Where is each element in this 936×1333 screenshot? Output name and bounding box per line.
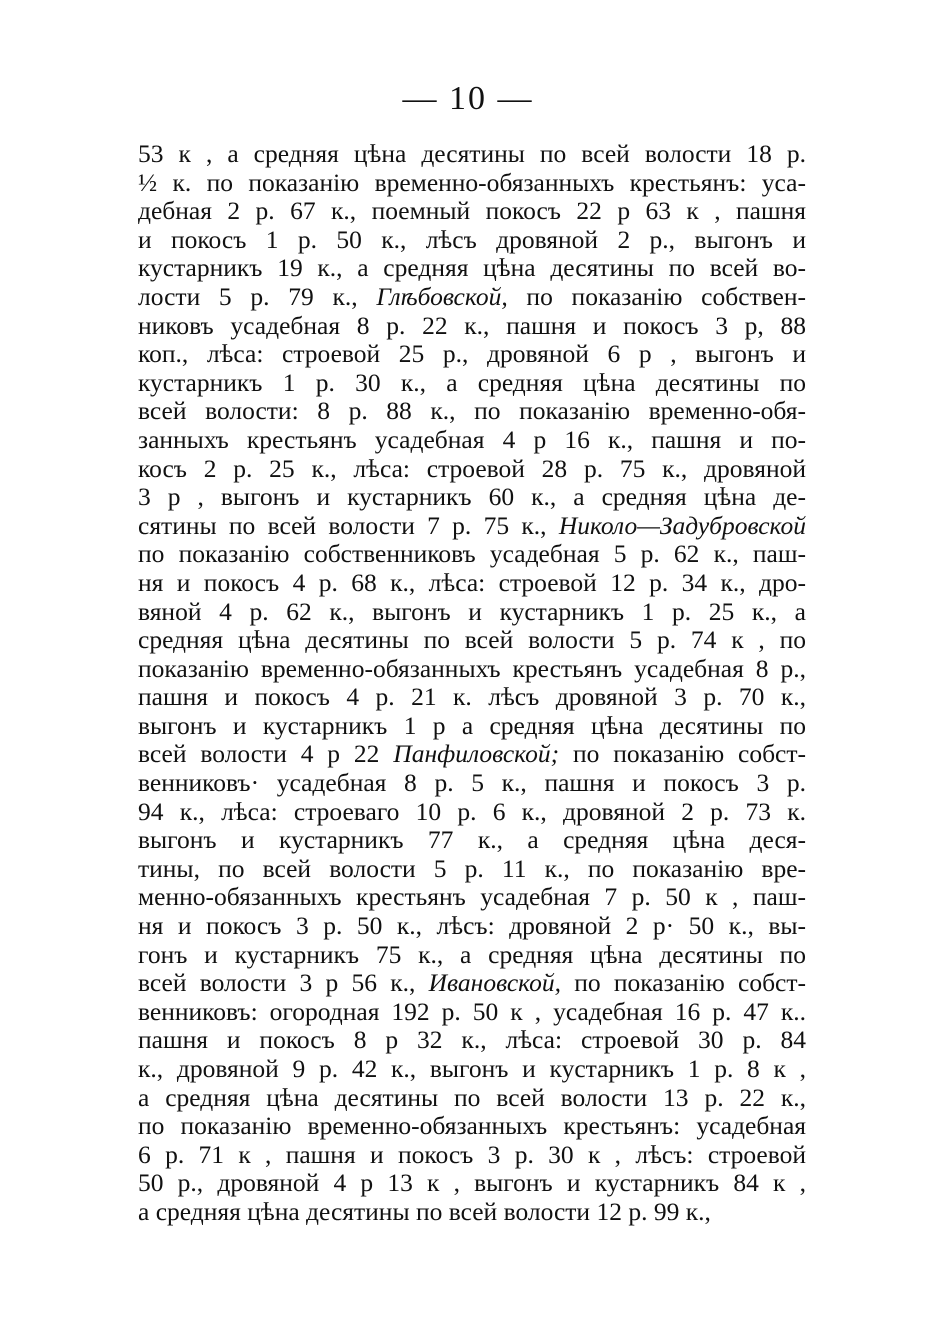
text-line bbox=[138, 1055, 806, 1084]
text-segment: вяной 4 р. 62 к., выгонъ и кустарникъ 1 р. 25 к., а bbox=[138, 597, 806, 626]
text-segment: по показанію собст- bbox=[559, 740, 806, 769]
text-line bbox=[138, 455, 806, 484]
text-line bbox=[138, 1169, 806, 1198]
text-segment: кустарникъ 19 к., а средняя цѣна десятины по всей во- bbox=[138, 254, 806, 283]
text-segment: 53 к , а средняя цѣна десятины по всей волости 18 р. bbox=[138, 140, 806, 168]
text-line bbox=[138, 426, 806, 455]
text-line bbox=[138, 798, 806, 827]
place-name: Николо—Задубровской bbox=[558, 511, 806, 540]
text-line bbox=[138, 312, 806, 341]
text-segment: сятины по всей волости 7 р. 75 к., bbox=[138, 511, 559, 540]
text-line bbox=[138, 254, 806, 283]
text-line bbox=[138, 712, 806, 741]
text-line bbox=[138, 626, 806, 655]
page-number: — 10 — bbox=[402, 80, 534, 117]
place-name: Глѣбовской, bbox=[376, 282, 508, 311]
text-line bbox=[138, 169, 806, 198]
text-segment: 6 р. 71 к , пашня и покосъ 3 р. 30 к , лѣсъ: строевой bbox=[138, 1140, 806, 1169]
body-text bbox=[138, 140, 806, 1227]
text-segment: по показанію собственниковъ усадебная 5 р. 62 к., паш- bbox=[138, 540, 806, 569]
text-line bbox=[138, 769, 806, 798]
text-segment: тины, по всей волости 5 р. 11 к., по показанію вре- bbox=[138, 854, 806, 883]
text-segment: гонъ и кустарникъ 75 к., а средняя цѣна десятины по bbox=[138, 940, 806, 969]
text-segment: а средняя цѣна десятины по всей волости 12 р. 99 к., bbox=[138, 1197, 711, 1226]
text-segment: по показанію собст- bbox=[560, 969, 806, 998]
text-segment: ня и покосъ 4 р. 68 к., лѣса: строевой 12 р. 34 к., дро- bbox=[138, 568, 806, 597]
place-name: Панфиловской; bbox=[393, 740, 560, 769]
text-segment: и покосъ 1 р. 50 к., лѣсъ дровяной 2 р., выгонъ и bbox=[138, 225, 806, 254]
text-line bbox=[138, 1026, 806, 1055]
text-segment: ня и покосъ 3 р. 50 к., лѣсъ: дровяной 2 р· 50 к., вы- bbox=[138, 912, 806, 941]
text-segment: показанію временно-обязанныхъ крестьянъ усадебная 8 р., bbox=[138, 654, 806, 683]
text-segment: венниковъ· усадебная 8 р. 5 к., пашня и покосъ 3 р. bbox=[138, 769, 806, 798]
text-line bbox=[138, 883, 806, 912]
text-segment: средняя цѣна десятины по всей волости 5 р. 74 к , по bbox=[138, 626, 806, 655]
text-line bbox=[138, 1112, 806, 1141]
text-segment: всей волости 4 р 22 bbox=[138, 740, 394, 769]
text-line bbox=[138, 1084, 806, 1113]
text-segment: к., дровяной 9 р. 42 к., выгонъ и кустарникъ 1 р. 8 к , bbox=[138, 1055, 806, 1083]
text-segment: дебная 2 р. 67 к., поемный покосъ 22 р 63 к , пашня bbox=[138, 197, 806, 226]
text-line bbox=[138, 740, 806, 769]
text-line bbox=[138, 397, 806, 426]
text-line bbox=[138, 655, 806, 684]
text-segment: пашня и покосъ 4 р. 21 к. лѣсъ дровяной 3 р. 70 к., bbox=[138, 683, 806, 712]
text-segment: никовъ усадебная 8 р. 22 к., пашня и покосъ 3 р, 88 bbox=[138, 311, 806, 340]
text-segment: занныхъ крестьянъ усадебная 4 р 16 к., пашня и по- bbox=[138, 425, 806, 454]
text-segment: выгонъ и кустарникъ 1 р а средняя цѣна десятины по bbox=[138, 711, 806, 740]
text-line bbox=[138, 283, 806, 312]
text-line bbox=[138, 369, 806, 398]
text-segment: коп., лѣса: строевой 25 р., дровяной 6 р , выгонъ и bbox=[138, 340, 806, 369]
text-segment: 94 к., лѣса: строеваго 10 р. 6 к., дровяной 2 р. 73 к. bbox=[138, 797, 806, 826]
text-line bbox=[138, 683, 806, 712]
text-segment: лости 5 р. 79 к., bbox=[138, 282, 377, 311]
text-line bbox=[138, 598, 806, 627]
text-segment: всей волости: 8 р. 88 к., по показанію временно-обя- bbox=[138, 397, 806, 426]
text-line bbox=[138, 140, 806, 169]
text-segment: менно-обязанныхъ крестьянъ усадебная 7 р. 50 к , паш- bbox=[138, 883, 806, 912]
text-line bbox=[138, 969, 806, 998]
text-line bbox=[138, 826, 806, 855]
text-line bbox=[138, 512, 806, 541]
text-line bbox=[138, 569, 806, 598]
text-segment: 3 р , выгонъ и кустарникъ 60 к., а средняя цѣна де- bbox=[138, 483, 806, 512]
text-line bbox=[138, 1198, 806, 1227]
text-line bbox=[138, 197, 806, 226]
text-segment: ½ к. по показанію временно-обязанныхъ крестьянъ: уса- bbox=[138, 168, 806, 197]
text-segment: пашня и покосъ 8 р 32 к., лѣса: строевой 30 р. 84 bbox=[138, 1026, 806, 1055]
text-line bbox=[138, 483, 806, 512]
text-line bbox=[138, 912, 806, 941]
text-segment: 50 р., дровяной 4 р 13 к , выгонъ и кустарникъ 84 к , bbox=[138, 1169, 806, 1198]
text-segment: кустарникъ 1 р. 30 к., а средняя цѣна десятины по bbox=[138, 368, 806, 397]
text-segment: всей волости 3 р 56 к., bbox=[138, 969, 429, 998]
text-line bbox=[138, 226, 806, 255]
text-segment: а средняя цѣна десятины по всей волости 13 р. 22 к., bbox=[138, 1083, 806, 1112]
text-line bbox=[138, 540, 806, 569]
text-segment: выгонъ и кустарникъ 77 к., а средняя цѣна деся- bbox=[138, 826, 806, 855]
text-segment: по показанію временно-обязанныхъ крестьянъ: усадебная bbox=[138, 1112, 806, 1141]
text-segment: косъ 2 р. 25 к., лѣса: строевой 28 р. 75 к., дровяной bbox=[138, 454, 806, 483]
place-name: Ивановской, bbox=[428, 969, 561, 998]
text-segment: по показанію собствен- bbox=[507, 282, 806, 311]
text-line bbox=[138, 998, 806, 1027]
text-segment: венниковъ: огородная 192 р. 50 к , усадебная 16 р. 47 к.. bbox=[138, 997, 806, 1026]
text-line bbox=[138, 340, 806, 369]
text-line bbox=[138, 855, 806, 884]
text-line bbox=[138, 941, 806, 970]
text-line bbox=[138, 1141, 806, 1170]
